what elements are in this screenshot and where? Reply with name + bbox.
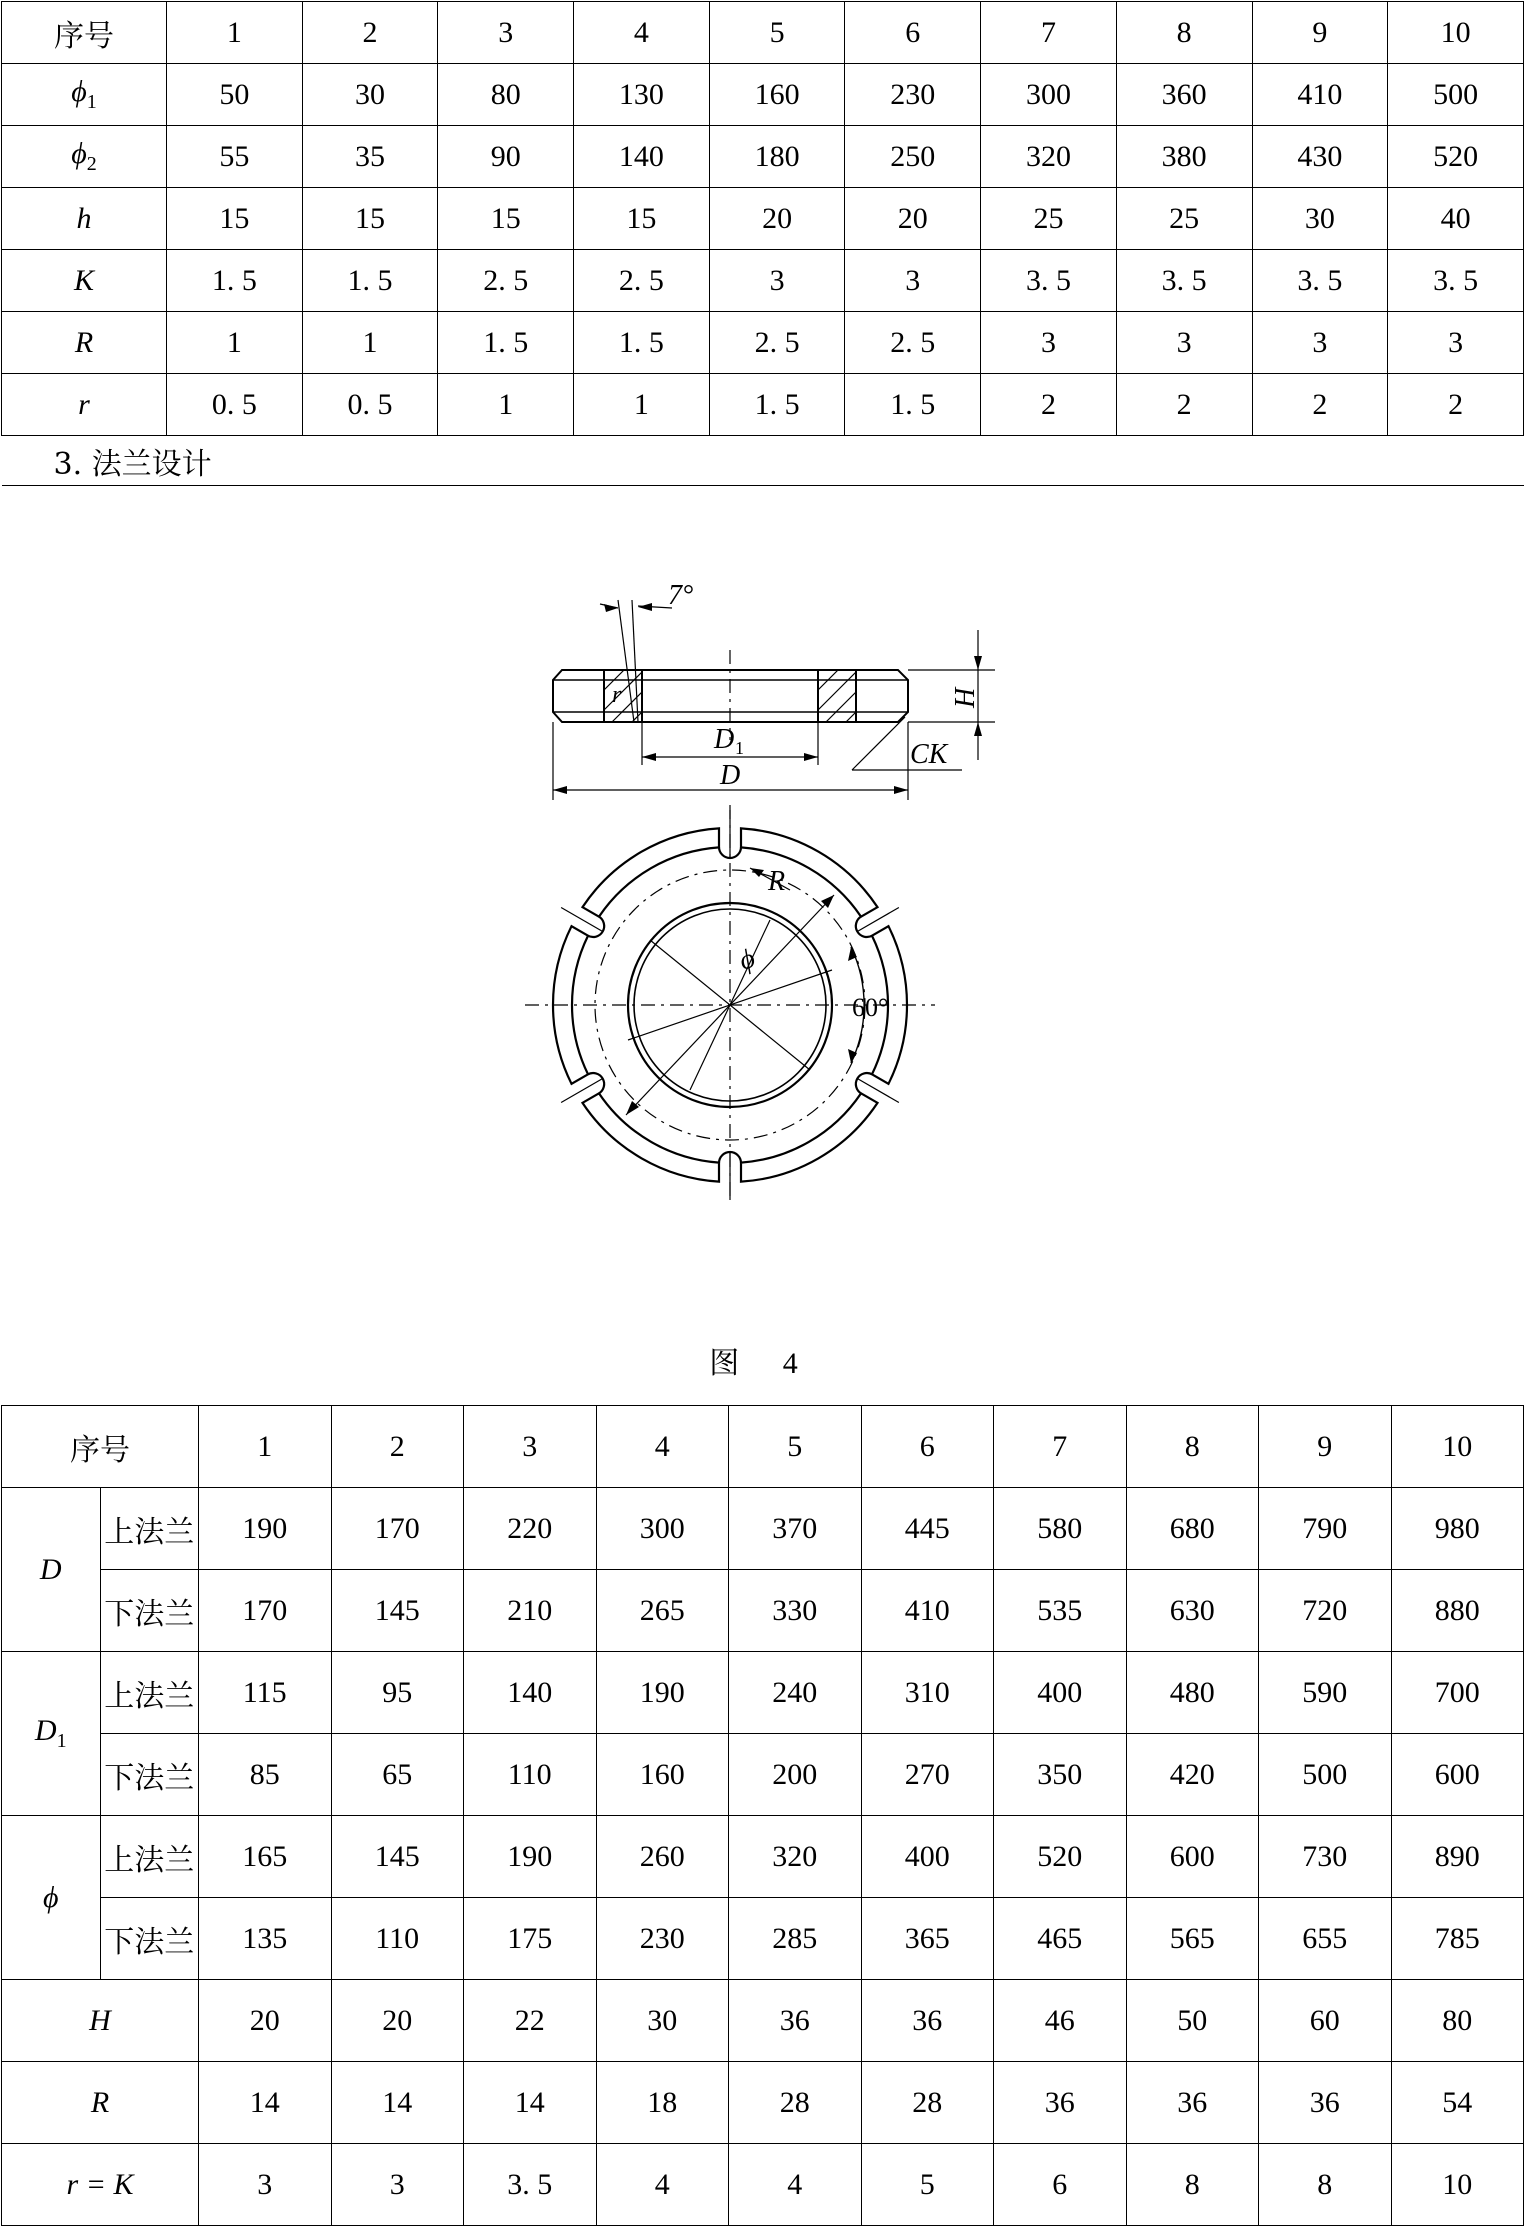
table1-row-label [2, 312, 167, 374]
table2-flange-name: 下法兰 [100, 1734, 199, 1816]
table2-cell: 410 [861, 1570, 994, 1652]
table1-header-col: 10 [1388, 2, 1524, 64]
table2-cell: 110 [331, 1898, 464, 1980]
table2-cell: 680 [1126, 1488, 1259, 1570]
table2-flange-name: 上法兰 [100, 1652, 199, 1734]
section-heading: 3. 法兰设计 [2, 436, 1524, 486]
table1-cell: 3 [845, 250, 981, 312]
H-label: H [950, 687, 981, 708]
table1-cell: 15 [574, 188, 710, 250]
slot-centerline [561, 908, 602, 932]
table2-cell: 365 [861, 1898, 994, 1980]
table1-cell: 0. 5 [302, 374, 438, 436]
table2-flange-name: 上法兰 [100, 1816, 199, 1898]
table1-cell: 230 [845, 64, 981, 126]
table2-cell: 60 [1259, 1980, 1392, 2062]
table1-header-col: 9 [1252, 2, 1388, 64]
row-symbol: h [76, 201, 92, 235]
table1-cell: 40 [1388, 188, 1524, 250]
table1-header-col: 3 [438, 2, 574, 64]
table2-row [2, 1898, 1524, 1980]
table1-row [2, 312, 1524, 374]
table1-row [2, 374, 1524, 436]
dimension-table-2 [1, 1405, 1524, 2226]
table1-cell: 15 [302, 188, 438, 250]
table1-cell: 90 [438, 126, 574, 188]
table1-cell: 25 [1116, 188, 1252, 250]
dimension-table-1 [1, 1, 1524, 486]
table1-cell: 35 [302, 126, 438, 188]
table1-cell: 1. 5 [438, 312, 574, 374]
table2-header-row [2, 1406, 1524, 1488]
figure-caption: 图 4 [709, 1347, 816, 1380]
table1-row-label [2, 250, 167, 312]
row-symbol: R [74, 325, 94, 359]
table1-row [2, 64, 1524, 126]
table1-cell: 130 [574, 64, 710, 126]
table2-cell: 36 [729, 1980, 862, 2062]
table2-cell: 10 [1391, 2144, 1524, 2226]
table2-cell: 18 [596, 2062, 729, 2144]
table1-row-label [2, 374, 167, 436]
table2-cell: 230 [596, 1898, 729, 1980]
table1-cell: 20 [709, 188, 845, 250]
table2-cell: 655 [1259, 1898, 1392, 1980]
table1-cell: 410 [1252, 64, 1388, 126]
table2-cell: 135 [199, 1898, 332, 1980]
table1-row [2, 250, 1524, 312]
table1-header-col: 7 [981, 2, 1117, 64]
table2-cell: 500 [1259, 1734, 1392, 1816]
table1-row [2, 188, 1524, 250]
table2-cell: 190 [199, 1488, 332, 1570]
table2-param-label [2, 1488, 101, 1652]
table1-cell: 25 [981, 188, 1117, 250]
table2-cell: 400 [861, 1816, 994, 1898]
table2-cell: 465 [994, 1898, 1127, 1980]
table1-cell: 250 [845, 126, 981, 188]
table2-cell: 80 [1391, 1980, 1524, 2062]
table1-header-col: 1 [167, 2, 303, 64]
flange-drawing [500, 560, 1000, 1220]
table2-param-label [2, 1816, 101, 1980]
param-symbol: D [39, 1552, 62, 1586]
table1-cell: 160 [709, 64, 845, 126]
table1-cell: 20 [845, 188, 981, 250]
table2-cell: 535 [994, 1570, 1127, 1652]
table1-cell: 3 [981, 312, 1117, 374]
table2-cell: 65 [331, 1734, 464, 1816]
table2-cell: 50 [1126, 1980, 1259, 2062]
table1-cell: 2 [1116, 374, 1252, 436]
table2-flange-name: 下法兰 [100, 1570, 199, 1652]
slot-bottom [856, 1073, 872, 1094]
table2-cell: 310 [861, 1652, 994, 1734]
table1-cell: 30 [1252, 188, 1388, 250]
table2-param-label [2, 1652, 101, 1816]
table1-header-col: 2 [302, 2, 438, 64]
table2-cell: 46 [994, 1980, 1127, 2062]
slot-centerline [561, 1079, 602, 1103]
table2-cell: 420 [1126, 1734, 1259, 1816]
table2-cell: 36 [861, 1980, 994, 2062]
table2-cell: 700 [1391, 1652, 1524, 1734]
table1-header-col: 4 [574, 2, 710, 64]
table2-cell: 4 [729, 2144, 862, 2226]
table2-cell: 5 [861, 2144, 994, 2226]
table2-cell: 600 [1391, 1734, 1524, 1816]
row-symbol: ϕ [71, 137, 87, 170]
table2-cell: 36 [994, 2062, 1127, 2144]
slot-bottom [588, 916, 605, 937]
table2-cell: 300 [596, 1488, 729, 1570]
slot-centerline [858, 1079, 899, 1103]
table1-cell: 2. 5 [845, 312, 981, 374]
row-symbol-subscript: 1 [86, 91, 97, 113]
table2-row [2, 1488, 1524, 1570]
table1-cell: 2. 5 [709, 312, 845, 374]
r-label: r [612, 682, 622, 708]
param-symbol: D [34, 1714, 57, 1747]
table1-cell: 500 [1388, 64, 1524, 126]
table2-cell: 445 [861, 1488, 994, 1570]
table1-row-label [2, 126, 167, 188]
table1-cell: 1 [438, 374, 574, 436]
table2-cell: 260 [596, 1816, 729, 1898]
table1-cell: 430 [1252, 126, 1388, 188]
slot-bottom [588, 1073, 604, 1094]
table2-cell: 880 [1391, 1570, 1524, 1652]
table2-row [2, 1570, 1524, 1652]
table2-header-col: 3 [464, 1406, 597, 1488]
R-label: R [768, 866, 786, 897]
table1-cell: 50 [167, 64, 303, 126]
table1-cell: 1. 5 [845, 374, 981, 436]
table2-header-col: 7 [994, 1406, 1127, 1488]
table2-cell: 210 [464, 1570, 597, 1652]
table2-cell: 890 [1391, 1816, 1524, 1898]
table2-cell: 630 [1126, 1570, 1259, 1652]
table1-cell: 0. 5 [167, 374, 303, 436]
table2-cell: 730 [1259, 1816, 1392, 1898]
D-label: D [720, 760, 741, 791]
table2-cell: 3 [199, 2144, 332, 2226]
table1-row [2, 126, 1524, 188]
table2-header-col: 10 [1391, 1406, 1524, 1488]
table2-cell: 190 [464, 1816, 597, 1898]
table1-cell: 140 [574, 126, 710, 188]
table2-cell: 4 [596, 2144, 729, 2226]
table2-header-col: 4 [596, 1406, 729, 1488]
table1-cell: 15 [438, 188, 574, 250]
table1-header-row [2, 2, 1524, 64]
table1-cell: 3. 5 [981, 250, 1117, 312]
table2-cell: 980 [1391, 1488, 1524, 1570]
D1-label: D [714, 724, 735, 755]
table2-flange-name: 上法兰 [100, 1488, 199, 1570]
table2-cell: 110 [464, 1734, 597, 1816]
table2-cell: 270 [861, 1734, 994, 1816]
table2-cell: 115 [199, 1652, 332, 1734]
table2-cell: 265 [596, 1570, 729, 1652]
table2-cell: 28 [729, 2062, 862, 2144]
table2-param-label: H [2, 1980, 199, 2062]
table2-cell: 175 [464, 1898, 597, 1980]
table1-cell: 3. 5 [1116, 250, 1252, 312]
table1-row-label [2, 64, 167, 126]
table1-header-col: 6 [845, 2, 981, 64]
table1-cell: 1 [302, 312, 438, 374]
table1-cell: 3. 5 [1388, 250, 1524, 312]
CK-label: CK [910, 739, 948, 770]
table2-header-col: 8 [1126, 1406, 1259, 1488]
table2-cell: 3. 5 [464, 2144, 597, 2226]
table2-cell: 3 [331, 2144, 464, 2226]
table2-cell: 8 [1126, 2144, 1259, 2226]
table2-cell: 320 [729, 1816, 862, 1898]
table2-cell: 14 [199, 2062, 332, 2144]
table2-cell: 6 [994, 2144, 1127, 2226]
table2-row [2, 1652, 1524, 1734]
table2-cell: 600 [1126, 1816, 1259, 1898]
section-heading-row [2, 436, 1524, 486]
table1-cell: 2 [1388, 374, 1524, 436]
table2-cell: 140 [464, 1652, 597, 1734]
table1-cell: 2. 5 [574, 250, 710, 312]
table2-flange-name: 下法兰 [100, 1898, 199, 1980]
table1-cell: 30 [302, 64, 438, 126]
table2-cell: 400 [994, 1652, 1127, 1734]
table2-header-col: 5 [729, 1406, 862, 1488]
row-symbol: K [73, 263, 94, 297]
table2-cell: 590 [1259, 1652, 1392, 1734]
D1-subscript: 1 [735, 738, 744, 758]
row-symbol: ϕ [71, 75, 87, 108]
table2-header-col: 1 [199, 1406, 332, 1488]
row-symbol-subscript: 2 [86, 153, 97, 175]
table2-cell: 160 [596, 1734, 729, 1816]
table1-cell: 1. 5 [574, 312, 710, 374]
table1-cell: 3 [1252, 312, 1388, 374]
table1-cell: 55 [167, 126, 303, 188]
table2-row [2, 2062, 1524, 2144]
table2-cell: 720 [1259, 1570, 1392, 1652]
table2-cell: 170 [199, 1570, 332, 1652]
table2-cell: 330 [729, 1570, 862, 1652]
table2-row [2, 2144, 1524, 2226]
table2-cell: 95 [331, 1652, 464, 1734]
table2-param-label: r = K [2, 2144, 199, 2226]
table2-cell: 480 [1126, 1652, 1259, 1734]
table1-cell: 3 [1388, 312, 1524, 374]
table1-cell: 300 [981, 64, 1117, 126]
table2-cell: 790 [1259, 1488, 1392, 1570]
table1-cell: 2. 5 [438, 250, 574, 312]
param-symbol: ϕ [42, 1880, 59, 1914]
table2-cell: 145 [331, 1816, 464, 1898]
param-symbol-subscript: 1 [56, 1730, 67, 1752]
table1-cell: 320 [981, 126, 1117, 188]
table2-cell: 145 [331, 1570, 464, 1652]
table2-cell: 350 [994, 1734, 1127, 1816]
table2-cell: 170 [331, 1488, 464, 1570]
table2-header-seq: 序号 [2, 1406, 199, 1488]
table1-cell: 2 [1252, 374, 1388, 436]
table2-cell: 36 [1126, 2062, 1259, 2144]
table1-cell: 3. 5 [1252, 250, 1388, 312]
table2-cell: 565 [1126, 1898, 1259, 1980]
table1-cell: 1. 5 [302, 250, 438, 312]
table2-cell: 220 [464, 1488, 597, 1570]
table2-param-label: R [2, 2062, 199, 2144]
table2-cell: 190 [596, 1652, 729, 1734]
table2-row [2, 1734, 1524, 1816]
table1-header-col: 8 [1116, 2, 1252, 64]
table2-cell: 165 [199, 1816, 332, 1898]
table2-cell: 785 [1391, 1898, 1524, 1980]
table2-cell: 20 [199, 1980, 332, 2062]
table2-header-col: 6 [861, 1406, 994, 1488]
table2-cell: 36 [1259, 2062, 1392, 2144]
table2-row [2, 1816, 1524, 1898]
table2-cell: 20 [331, 1980, 464, 2062]
table1-cell: 80 [438, 64, 574, 126]
table2-cell: 580 [994, 1488, 1127, 1570]
table1-cell: 3 [709, 250, 845, 312]
table2-cell: 22 [464, 1980, 597, 2062]
table1-cell: 180 [709, 126, 845, 188]
slot-bottom [856, 916, 873, 937]
table2-cell: 54 [1391, 2062, 1524, 2144]
table2-cell: 30 [596, 1980, 729, 2062]
table2-cell: 285 [729, 1898, 862, 1980]
table2-cell: 240 [729, 1652, 862, 1734]
table1-row-label [2, 188, 167, 250]
table2-row [2, 1980, 1524, 2062]
table1-header-col: 5 [709, 2, 845, 64]
row-symbol: r [78, 387, 90, 421]
table1-header-seq: 序号 [2, 2, 167, 64]
table2-cell: 85 [199, 1734, 332, 1816]
table1-cell: 1 [574, 374, 710, 436]
table2-header-col: 9 [1259, 1406, 1392, 1488]
phi-label: ϕ [735, 942, 760, 977]
slot-centerline [858, 908, 899, 932]
table1-cell: 3 [1116, 312, 1252, 374]
angle-7-label: 7° [668, 580, 694, 611]
table1-cell: 1 [167, 312, 303, 374]
table1-cell: 2 [981, 374, 1117, 436]
angle-60-label: 60° [852, 993, 889, 1022]
table2-cell: 28 [861, 2062, 994, 2144]
table2-header-col: 2 [331, 1406, 464, 1488]
table2-cell: 8 [1259, 2144, 1392, 2226]
table1-cell: 1. 5 [709, 374, 845, 436]
table2-cell: 14 [331, 2062, 464, 2144]
table1-cell: 1. 5 [167, 250, 303, 312]
table1-cell: 380 [1116, 126, 1252, 188]
table1-cell: 15 [167, 188, 303, 250]
table2-cell: 520 [994, 1816, 1127, 1898]
table2-cell: 14 [464, 2062, 597, 2144]
table1-cell: 360 [1116, 64, 1252, 126]
table1-cell: 520 [1388, 126, 1524, 188]
table2-cell: 370 [729, 1488, 862, 1570]
table2-cell: 200 [729, 1734, 862, 1816]
